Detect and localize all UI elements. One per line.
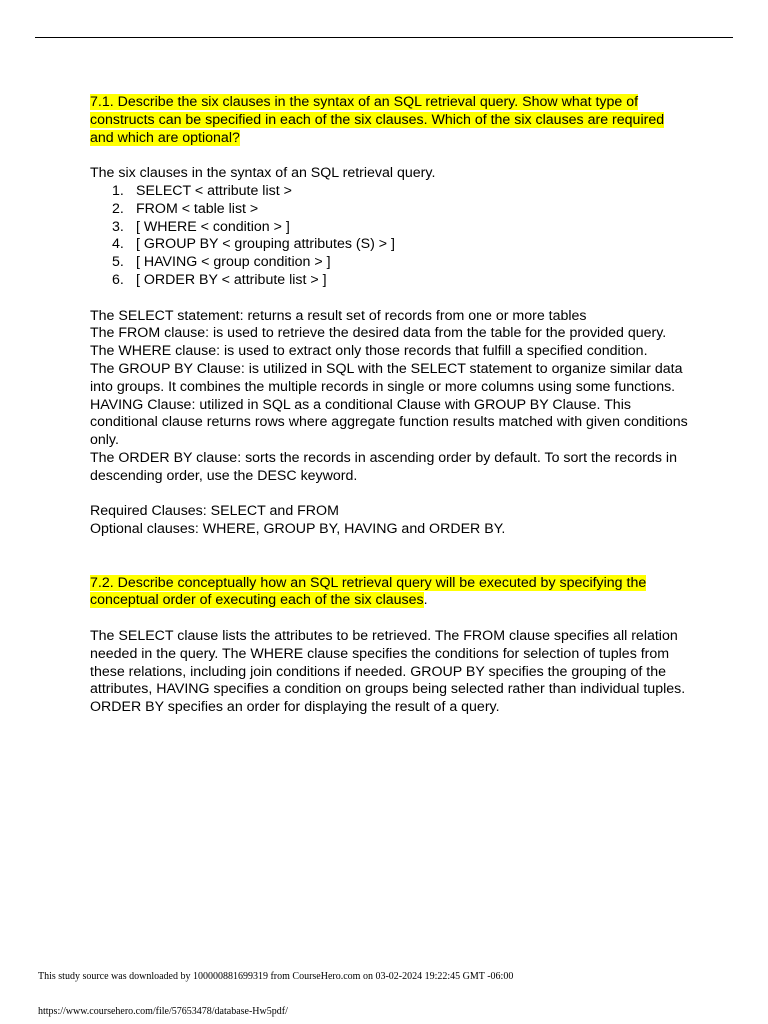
list-item [90,254,690,272]
list-item-text: SELECT < attribute list > [136,182,292,199]
question-7-1-highlight: 7.1. Describe the six clauses in the syntax of an SQL retrieval query. Show what type of constructs can be specified in each of the six clauses. Which of the six clauses are required and which are optional? [90,94,665,146]
where-description: The WHERE clause: is used to extract only those records that fulfill a specified condition. [90,343,648,360]
question-7-2 [90,575,690,611]
list-item-text: [ WHERE < condition > ] [136,218,290,235]
list-item-text: [ ORDER BY < attribute list > ] [136,271,327,288]
list-item [90,219,690,237]
list-item [90,183,690,201]
list-item-text: [ HAVING < group condition > ] [136,254,331,271]
list-item [90,272,690,290]
required-clauses: Required Clauses: SELECT and FROM [90,503,339,520]
list-item-text: [ GROUP BY < grouping attributes (S) > ] [136,236,395,253]
order-by-description: The ORDER BY clause: sorts the records in ascending order by default. To sort the records in descending order, use the DESC keyword. [90,449,677,484]
list-item-number: 5. [112,254,124,271]
document-body [90,94,690,717]
top-divider [35,37,733,38]
having-description: HAVING Clause: utilized in SQL as a conditional Clause with GROUP BY Clause. This conditional clause returns rows where aggregate function results matched with given conditions only. [90,396,688,449]
select-description: The SELECT statement: returns a result set of records from one or more tables [90,307,587,324]
group-by-description: The GROUP BY Clause: is utilized in SQL with the SELECT statement to organize similar data into groups. It combines the multiple records in single or more columns using some functions. [90,360,683,395]
question-7-2-period: . [423,592,428,609]
list-item-text: FROM < table list > [136,200,259,217]
from-description: The FROM clause: is used to retrieve the desired data from the table for the provided query. [90,325,667,342]
clause-list [90,183,690,290]
list-item-number: 1. [112,182,124,199]
answer-intro: The six clauses in the syntax of an SQL retrieval query. [90,165,436,182]
list-item-number: 6. [112,271,124,288]
list-item-number: 3. [112,218,124,235]
list-item [90,236,690,254]
optional-clauses: Optional clauses: WHERE, GROUP BY, HAVING and ORDER BY. [90,521,506,538]
question-7-1 [90,94,690,147]
list-item-number: 2. [112,200,124,217]
question-7-2-highlight: 7.2. Describe conceptually how an SQL retrieval query will be executed by specifying the conceptual order of executing each of the six clauses [90,574,647,609]
list-item-number: 4. [112,236,124,253]
download-source-note: This study source was downloaded by 100000881699319 from CourseHero.com on 03-02-2024 19:22:45 GMT -06:00 [38,971,514,982]
list-item [90,201,690,219]
source-url[interactable]: https://www.coursehero.com/file/57653478/database-Hw5pdf/ [38,1006,288,1017]
answer-7-2: The SELECT clause lists the attributes to be retrieved. The FROM clause specifies all relation needed in the query. The WHERE clause specifies the conditions for selection of tuples from these relations, including join conditions if needed. GROUP BY specifies the grouping of the attributes, HAVING specifies a condition on groups being selected rather than individual tuples. ORDER BY specifies an order for displaying the result of a query. [90,627,686,716]
